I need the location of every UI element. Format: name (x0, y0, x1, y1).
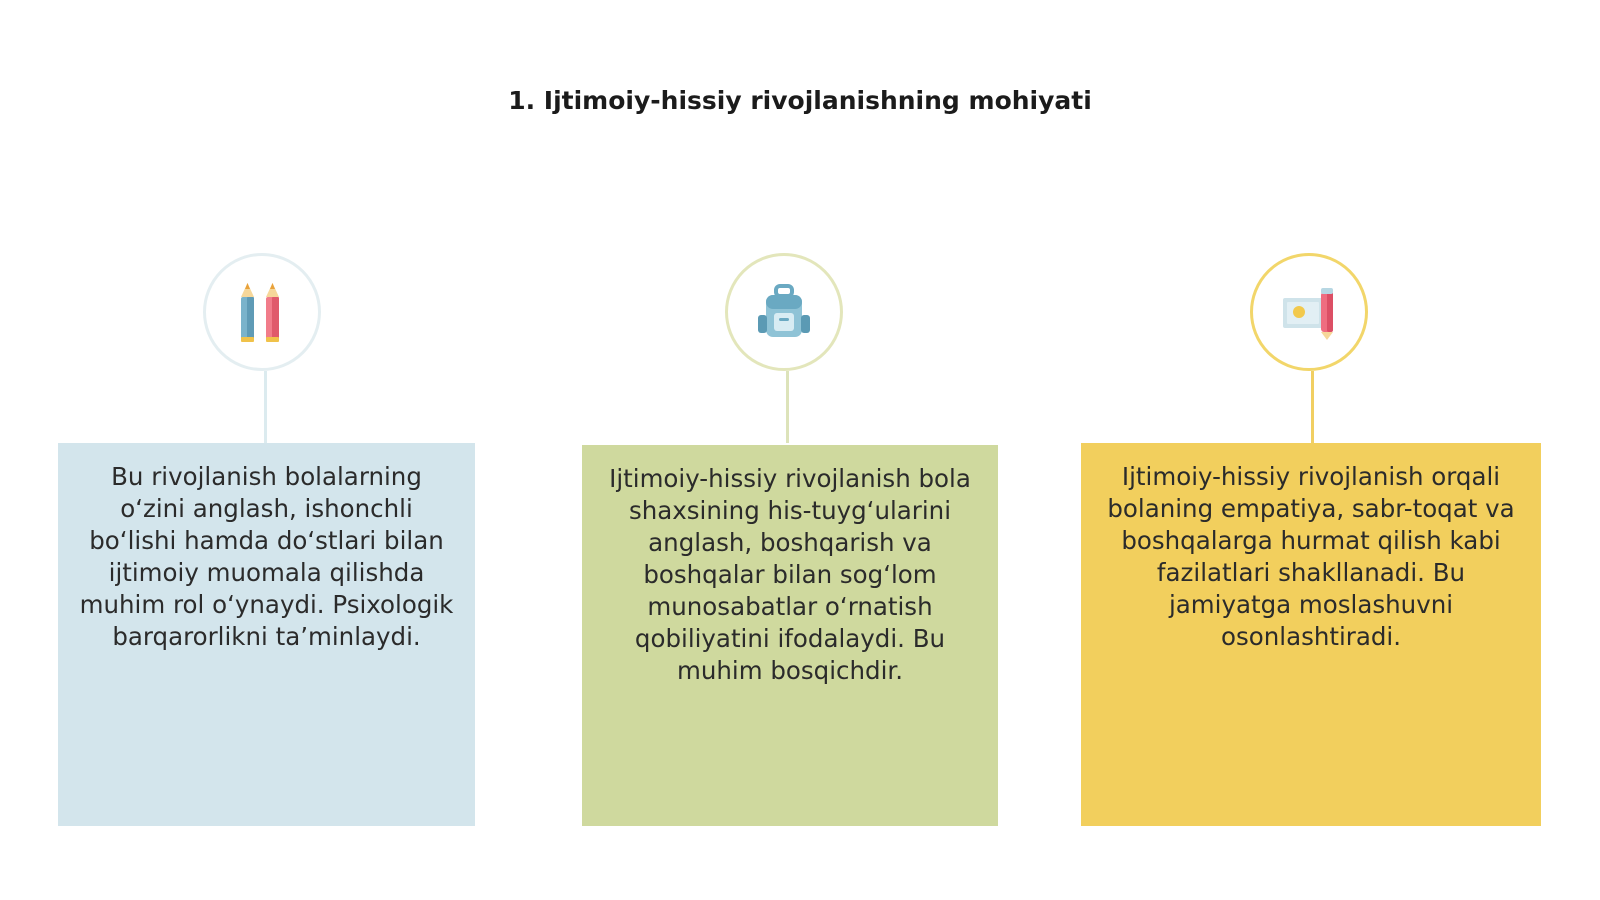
info-card-1 (58, 443, 475, 826)
info-card-text: Ijtimoiy-hissiy rivojlanish bola shaxsining his-tuyg‘ularini anglash, boshqarish va boshqalar bilan sog‘lom munosabatlar o‘rnatish qobiliyatini ifodalaydi. Bu muhim bosqichdir. (609, 464, 971, 685)
info-card-text: Ijtimoiy-hissiy rivojlanish orqali bolaning empatiya, sabr-toqat va boshqalarga hurmat qilish kabi fazilatlari shakllanadi. Bu jamiyatga moslashuvni osonlashtiradi. (1107, 462, 1515, 651)
connector-line (1311, 371, 1314, 443)
info-card-text: Bu rivojlanish bolalarning o‘zini anglash, ishonchli bo‘lishi hamda do‘stlari bilan ijtimoiy muomala qilishda muhim rol o‘ynaydi. Psixologik barqarorlikni ta’minlaydi. (79, 462, 454, 651)
slide-title: 1. Ijtimoiy-hissiy rivojlanishning mohiyati (508, 86, 1092, 115)
backpack-icon (725, 253, 843, 371)
connector-line (786, 371, 789, 443)
pencils-icon (203, 253, 321, 371)
connector-line (264, 371, 267, 443)
info-card-2 (582, 445, 998, 826)
info-card-3 (1081, 443, 1541, 826)
drawing-icon (1250, 253, 1368, 371)
